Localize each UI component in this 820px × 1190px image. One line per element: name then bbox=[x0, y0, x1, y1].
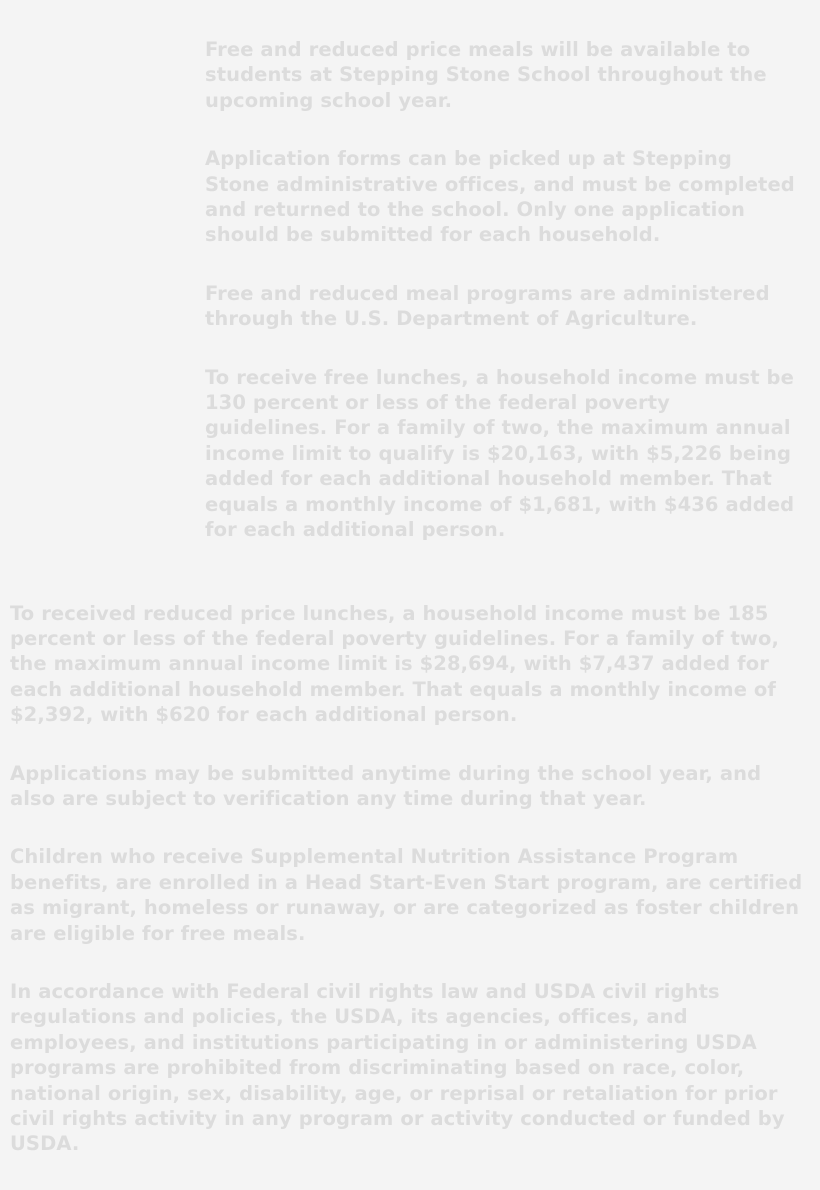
indented-text-block bbox=[0, 37, 820, 543]
paragraph-submission-verification: Applications may be submitted anytime during the school year, and also are subject to verification any time during that year. bbox=[10, 761, 762, 810]
section-gap bbox=[0, 576, 820, 601]
paragraph-application-forms: Application forms can be picked up at Stepping Stone administrative offices, and must be completed and returned to the school. Only one application should be submitted for each household. bbox=[205, 147, 795, 247]
paragraph-reduced-price-income: To received reduced price lunches, a household income must be 185 percent or less of the federal poverty guidelines. For a family of two, the maximum annual income limit is $28,694, with $7,437 added for each additional household member. That equals a monthly income of $2,392, with $620 for each additional person. bbox=[10, 601, 780, 727]
paragraph-nondiscrimination-statement: In accordance with Federal civil rights law and USDA civil rights regulations and policies, the USDA, its agencies, offices, and employees, and institutions participating in or administering USDA programs are prohibited from discriminating based on race, color, national origin, sex, disability, age, or reprisal or retaliation for prior civil rights activity in any program or activity conducted or funded by USDA. bbox=[10, 979, 785, 1156]
paragraph-usda-administration: Free and reduced meal programs are administered through the U.S. Department of Agriculture. bbox=[205, 281, 770, 331]
paragraph-availability: Free and reduced price meals will be available to students at Stepping Stone School throughout the upcoming school year. bbox=[205, 38, 767, 112]
top-spacer bbox=[0, 0, 820, 37]
fullwidth-text-block bbox=[0, 601, 820, 1157]
paragraph-categorical-eligibility: Children who receive Supplemental Nutrition Assistance Program benefits, are enrolled in a Head Start-Even Start program, are certified as migrant, homeless or runaway, or are categorized as foster children are eligible for free meals. bbox=[10, 845, 803, 945]
paragraph-free-lunch-income: To receive free lunches, a household income must be 130 percent or less of the federal poverty guidelines. For a family of two, the maximum annual income limit to qualify is $20,163, with $5,226 being added for each additional household member. That equals a monthly income of $1,681, with $436 added for each additional person. bbox=[205, 365, 795, 542]
